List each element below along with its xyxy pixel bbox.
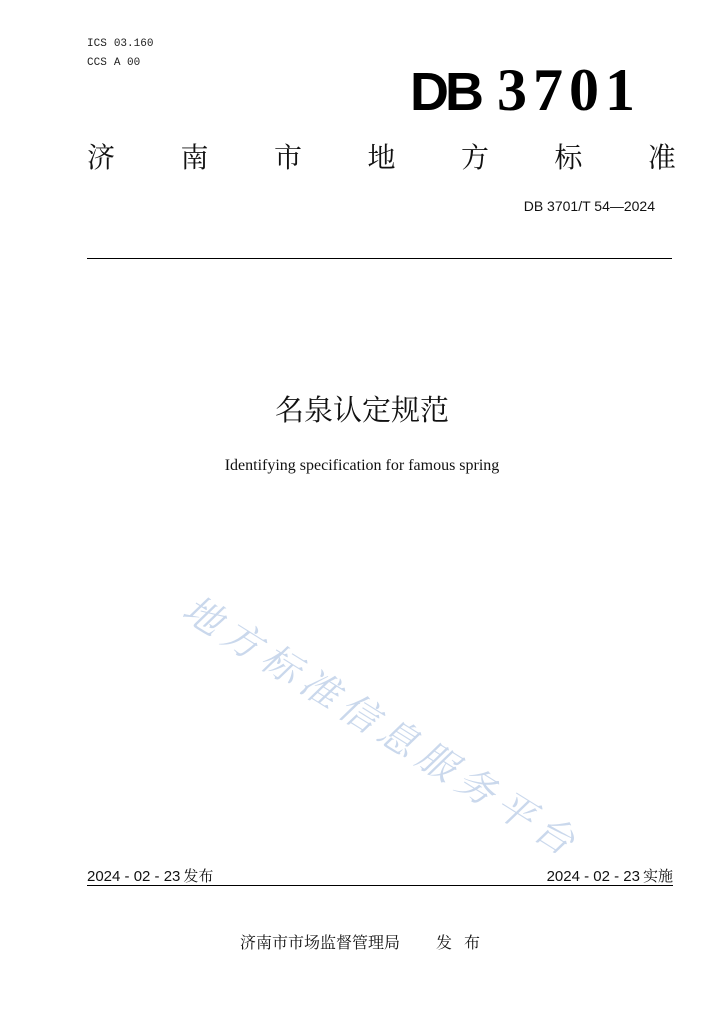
header-divider — [87, 258, 672, 259]
effective-date-line — [547, 866, 673, 887]
title-char: 准 — [647, 141, 676, 174]
standard-code-prefix: DB — [410, 62, 480, 122]
standard-code-logo — [410, 58, 641, 122]
release-date-line — [87, 866, 213, 887]
release-label: 发布 — [183, 867, 214, 885]
document-title-english: Identifying specification for famous spring — [224, 457, 500, 474]
standard-category-title — [87, 140, 676, 176]
issue-label: 发布 — [436, 933, 493, 952]
title-char: 济 — [87, 141, 116, 174]
title-char: 南 — [180, 141, 209, 174]
effective-date: 2024 - 02 - 23 — [546, 868, 640, 885]
ics-code: 03.160 — [113, 38, 154, 50]
release-date: 2024 - 02 - 23 — [87, 868, 181, 885]
title-char: 市 — [273, 141, 302, 174]
standard-number: DB 3701/T 54—2024 — [523, 198, 655, 214]
title-char: 标 — [554, 141, 583, 174]
title-char: 方 — [460, 141, 489, 174]
ics-label: ICS — [87, 38, 107, 50]
effective-label: 实施 — [642, 867, 673, 885]
document-title-chinese: 名泉认定规范 — [274, 393, 449, 427]
ccs-label: CCS — [87, 57, 107, 69]
standard-code-number: 3701 — [497, 57, 641, 123]
ccs-classification — [87, 54, 140, 72]
footer-divider — [87, 885, 673, 886]
title-char: 地 — [367, 141, 396, 174]
ccs-code: A 00 — [113, 57, 141, 69]
issuing-authority: 济南市市场监督管理局 — [240, 933, 401, 952]
watermark: 地方标准信息服务平台 — [175, 586, 589, 868]
ics-classification — [87, 35, 153, 53]
issuer-row — [240, 932, 492, 954]
